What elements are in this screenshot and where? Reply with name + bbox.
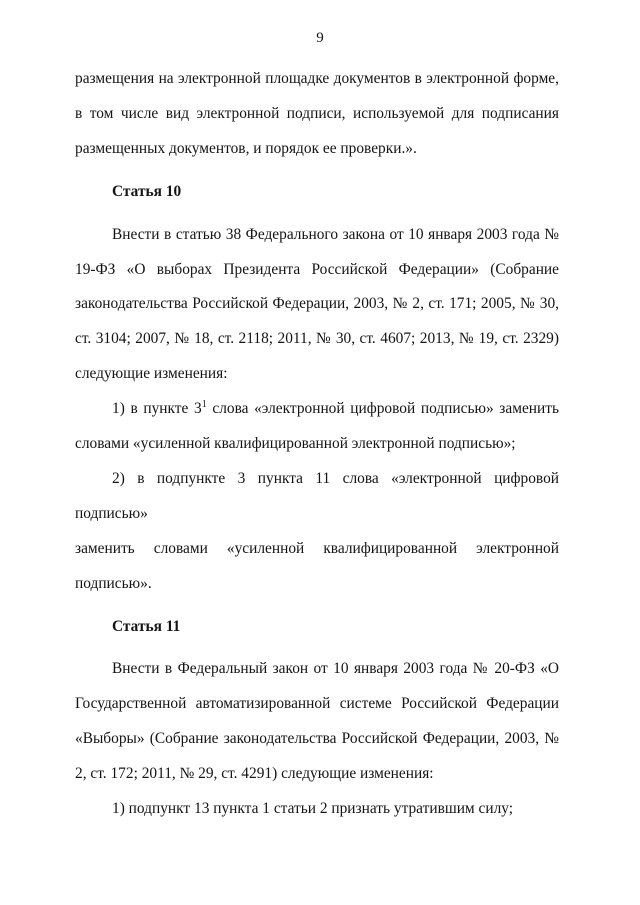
article-10-item-1-after: слова «электронной цифровой подписью» заменить словами «усиленной квалифицированной электронной подписью»; bbox=[75, 400, 560, 453]
article-10-intro: Внести в статью 38 Федерального закона от 10 января 2003 года № 19-ФЗ «О выборах Президента Российской Федерации» (Собрание законодательства Российской Федерации, 2003, № 2, ст. 171; 2005, № 30, ст. 3104; 2007, № 18, ст. 2118; 2011, № 30, ст. 4607; 2013, № 19, ст. 2329) следующие изменения: bbox=[75, 225, 559, 383]
article-11-intro: Внести в Федеральный закон от 10 января 2003 года № 20-ФЗ «О Государственной автоматизированной системе Российской Федерации «Выборы» (Собрание законодательства Российской Федерации, 2003, № 2, ст. 172; 2011, № 29, ст. 4291) следующие изменения: bbox=[75, 660, 559, 783]
page-number: 9 bbox=[316, 30, 324, 46]
article-10-item-2-line-1: 2) в подпункте 3 пункта 11 слова «электронной цифровой подписью» bbox=[75, 469, 559, 522]
article-11-heading: Статья 11 bbox=[112, 617, 181, 635]
article-10-item-2-line-2: заменить словами «усиленной квалифицированной электронной bbox=[75, 539, 559, 557]
document-body bbox=[75, 62, 559, 827]
article-10-item-1-superscript: 1 bbox=[201, 399, 207, 411]
article-10-item-1-before: 1) в пункте 3 bbox=[112, 400, 202, 418]
article-11-item-1: 1) подпункт 13 пункта 1 статьи 2 признать утратившим силу; bbox=[112, 800, 514, 818]
article-10-item-1 bbox=[75, 392, 559, 462]
article-10-heading: Статья 10 bbox=[112, 182, 182, 200]
article-10-item-2-line-3: подписью». bbox=[75, 574, 152, 592]
paragraph-continuation: размещения на электронной площадке документов в электронной форме, в том числе вид электронной подписи, используемой для подписания размещенных документов, и порядок ее проверки.». bbox=[75, 70, 559, 157]
